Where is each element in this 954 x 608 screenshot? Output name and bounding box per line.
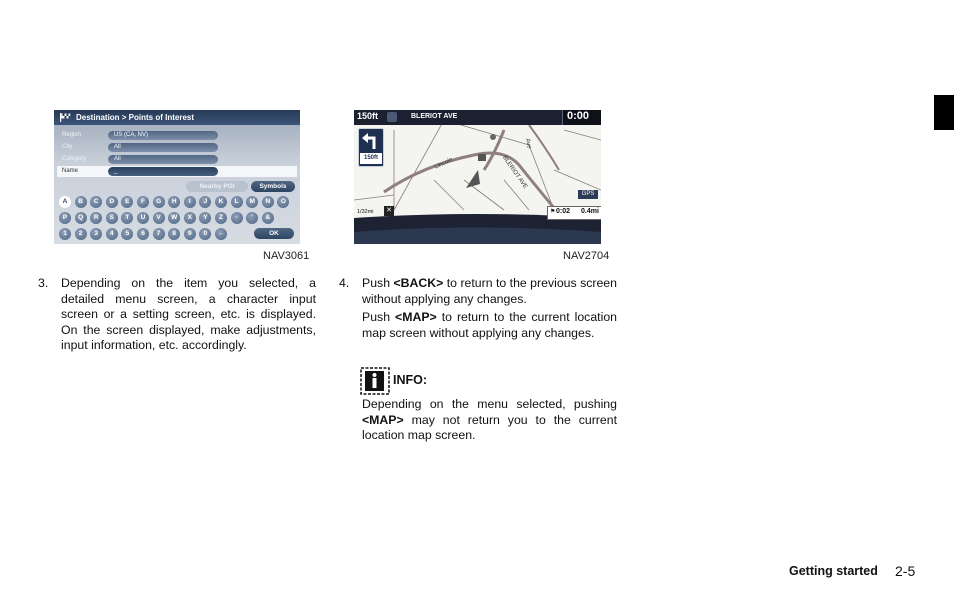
key-8[interactable]: 8 bbox=[168, 228, 180, 240]
key-W[interactable]: W bbox=[168, 212, 180, 224]
turn-left-arrow-icon bbox=[359, 129, 383, 151]
map-description: to return to the current location map screen without applying any changes. bbox=[362, 310, 617, 340]
road-label-lincoln: Lincoln bbox=[434, 156, 454, 171]
key-'[interactable]: ' bbox=[246, 212, 258, 224]
city-row[interactable] bbox=[57, 142, 297, 153]
key-1[interactable]: 1 bbox=[59, 228, 71, 240]
key-3[interactable]: 3 bbox=[90, 228, 102, 240]
city-label: City bbox=[62, 144, 73, 150]
key--[interactable]: - bbox=[231, 212, 243, 224]
destination-screen-figure bbox=[54, 110, 300, 244]
figure2-caption: NAV2704 bbox=[563, 250, 610, 262]
step4-paragraph-back bbox=[362, 276, 617, 307]
back-description: to return to the previous screen without applying any changes. bbox=[362, 276, 617, 306]
keyboard-row-letters-2 bbox=[59, 212, 299, 225]
key-I[interactable]: I bbox=[184, 196, 196, 208]
info-icon bbox=[360, 367, 390, 395]
map-screen-figure bbox=[354, 110, 601, 244]
keyboard-row-letters-1 bbox=[59, 196, 299, 209]
step3-text: Depending on the item you selected, a detailed menu screen, a character input screen or a setting screen, etc. is displayed. On the screen displayed, make adjustments, input information, etc. accordingly. bbox=[61, 276, 316, 352]
flag-icon bbox=[60, 113, 71, 122]
key-M[interactable]: M bbox=[246, 196, 258, 208]
north-compass-icon: ✕ bbox=[384, 206, 394, 216]
key-H[interactable]: H bbox=[168, 196, 180, 208]
figure1-caption: NAV3061 bbox=[263, 250, 310, 262]
key-Q[interactable]: Q bbox=[75, 212, 87, 224]
key-F[interactable]: F bbox=[137, 196, 149, 208]
key-O[interactable]: O bbox=[277, 196, 289, 208]
map-scale: 1/32mi bbox=[357, 209, 374, 215]
turn-distance: 150ft bbox=[360, 153, 382, 164]
footer-page-number: 2-5 bbox=[895, 563, 916, 579]
key-backspace[interactable]: ← bbox=[215, 228, 227, 240]
push-word: Push bbox=[362, 310, 391, 324]
info-text-2: may not return you to the current location map screen. bbox=[362, 412, 617, 442]
step4-paragraph-map bbox=[362, 310, 617, 341]
step3-number: 3. bbox=[38, 276, 49, 290]
name-label: Name bbox=[62, 168, 79, 174]
key-L[interactable]: L bbox=[231, 196, 243, 208]
back-key: <BACK> bbox=[393, 276, 444, 290]
step4-number: 4. bbox=[339, 276, 350, 290]
remaining-distance: 0.4mi bbox=[581, 208, 599, 215]
road-label-ave: Ave bbox=[524, 138, 532, 150]
key-D[interactable]: D bbox=[106, 196, 118, 208]
key-N[interactable]: N bbox=[262, 196, 274, 208]
key-A[interactable]: A bbox=[59, 196, 71, 208]
gps-badge: GPS bbox=[578, 190, 598, 199]
key-K[interactable]: K bbox=[215, 196, 227, 208]
key-P[interactable]: P bbox=[59, 212, 71, 224]
key-6[interactable]: 6 bbox=[137, 228, 149, 240]
key-X[interactable]: X bbox=[184, 212, 196, 224]
key-Z[interactable]: Z bbox=[215, 212, 227, 224]
vehicle-arrow-icon bbox=[466, 170, 480, 188]
key-4[interactable]: 4 bbox=[106, 228, 118, 240]
region-row[interactable] bbox=[57, 130, 297, 141]
clock: 0:00 bbox=[567, 110, 590, 122]
eta-time: 0:02 bbox=[556, 208, 571, 215]
chapter-thumb-tab bbox=[934, 95, 954, 130]
key-J[interactable]: J bbox=[199, 196, 211, 208]
name-value: _ bbox=[108, 167, 218, 176]
region-value: US (CA, NV) bbox=[108, 131, 218, 140]
push-word: Push bbox=[362, 276, 391, 290]
ok-button[interactable]: OK bbox=[254, 228, 294, 239]
road-label-bleriot: BLERIOT AVE bbox=[501, 155, 529, 190]
key-0[interactable]: 0 bbox=[199, 228, 211, 240]
key-G[interactable]: G bbox=[153, 196, 165, 208]
info-title: INFO: bbox=[393, 373, 428, 387]
key-5[interactable]: 5 bbox=[121, 228, 133, 240]
map-key: <MAP> bbox=[395, 310, 437, 324]
key-V[interactable]: V bbox=[153, 212, 165, 224]
info-text bbox=[362, 397, 617, 444]
region-label: Region bbox=[62, 132, 82, 138]
map-roads bbox=[354, 110, 601, 244]
key-E[interactable]: E bbox=[121, 196, 133, 208]
key-7[interactable]: 7 bbox=[153, 228, 165, 240]
name-row[interactable] bbox=[57, 166, 297, 177]
key-C[interactable]: C bbox=[90, 196, 102, 208]
key-9[interactable]: 9 bbox=[184, 228, 196, 240]
key-B[interactable]: B bbox=[75, 196, 87, 208]
symbols-button[interactable]: Symbols bbox=[251, 181, 295, 192]
distance-readout: 150ft bbox=[357, 111, 379, 121]
category-label: Category bbox=[62, 156, 87, 162]
screen-title-bar bbox=[54, 110, 300, 125]
key-U[interactable]: U bbox=[137, 212, 149, 224]
key-Y[interactable]: Y bbox=[199, 212, 211, 224]
key-&[interactable]: & bbox=[262, 212, 274, 224]
turn-small-icon bbox=[387, 112, 397, 122]
info-text-1: Depending on the menu selected, pushing bbox=[362, 397, 617, 411]
key-2[interactable]: 2 bbox=[75, 228, 87, 240]
key-S[interactable]: S bbox=[106, 212, 118, 224]
eta-box bbox=[547, 206, 601, 220]
nearby-poi-button[interactable]: Nearby POI bbox=[186, 181, 248, 192]
category-value: All bbox=[108, 155, 218, 164]
destination-pin-icon bbox=[490, 134, 496, 140]
footer-section-title: Getting started bbox=[789, 564, 878, 578]
screen-title: Destination > Points of Interest bbox=[76, 113, 195, 122]
city-value: All bbox=[108, 143, 218, 152]
turn-indicator bbox=[358, 128, 384, 167]
key-R[interactable]: R bbox=[90, 212, 102, 224]
street-name: BLERIOT AVE bbox=[411, 113, 458, 120]
info-map-key: <MAP> bbox=[362, 412, 404, 427]
flag-icon: ⚑ bbox=[550, 209, 556, 215]
key-T[interactable]: T bbox=[121, 212, 133, 224]
category-row[interactable] bbox=[57, 154, 297, 165]
